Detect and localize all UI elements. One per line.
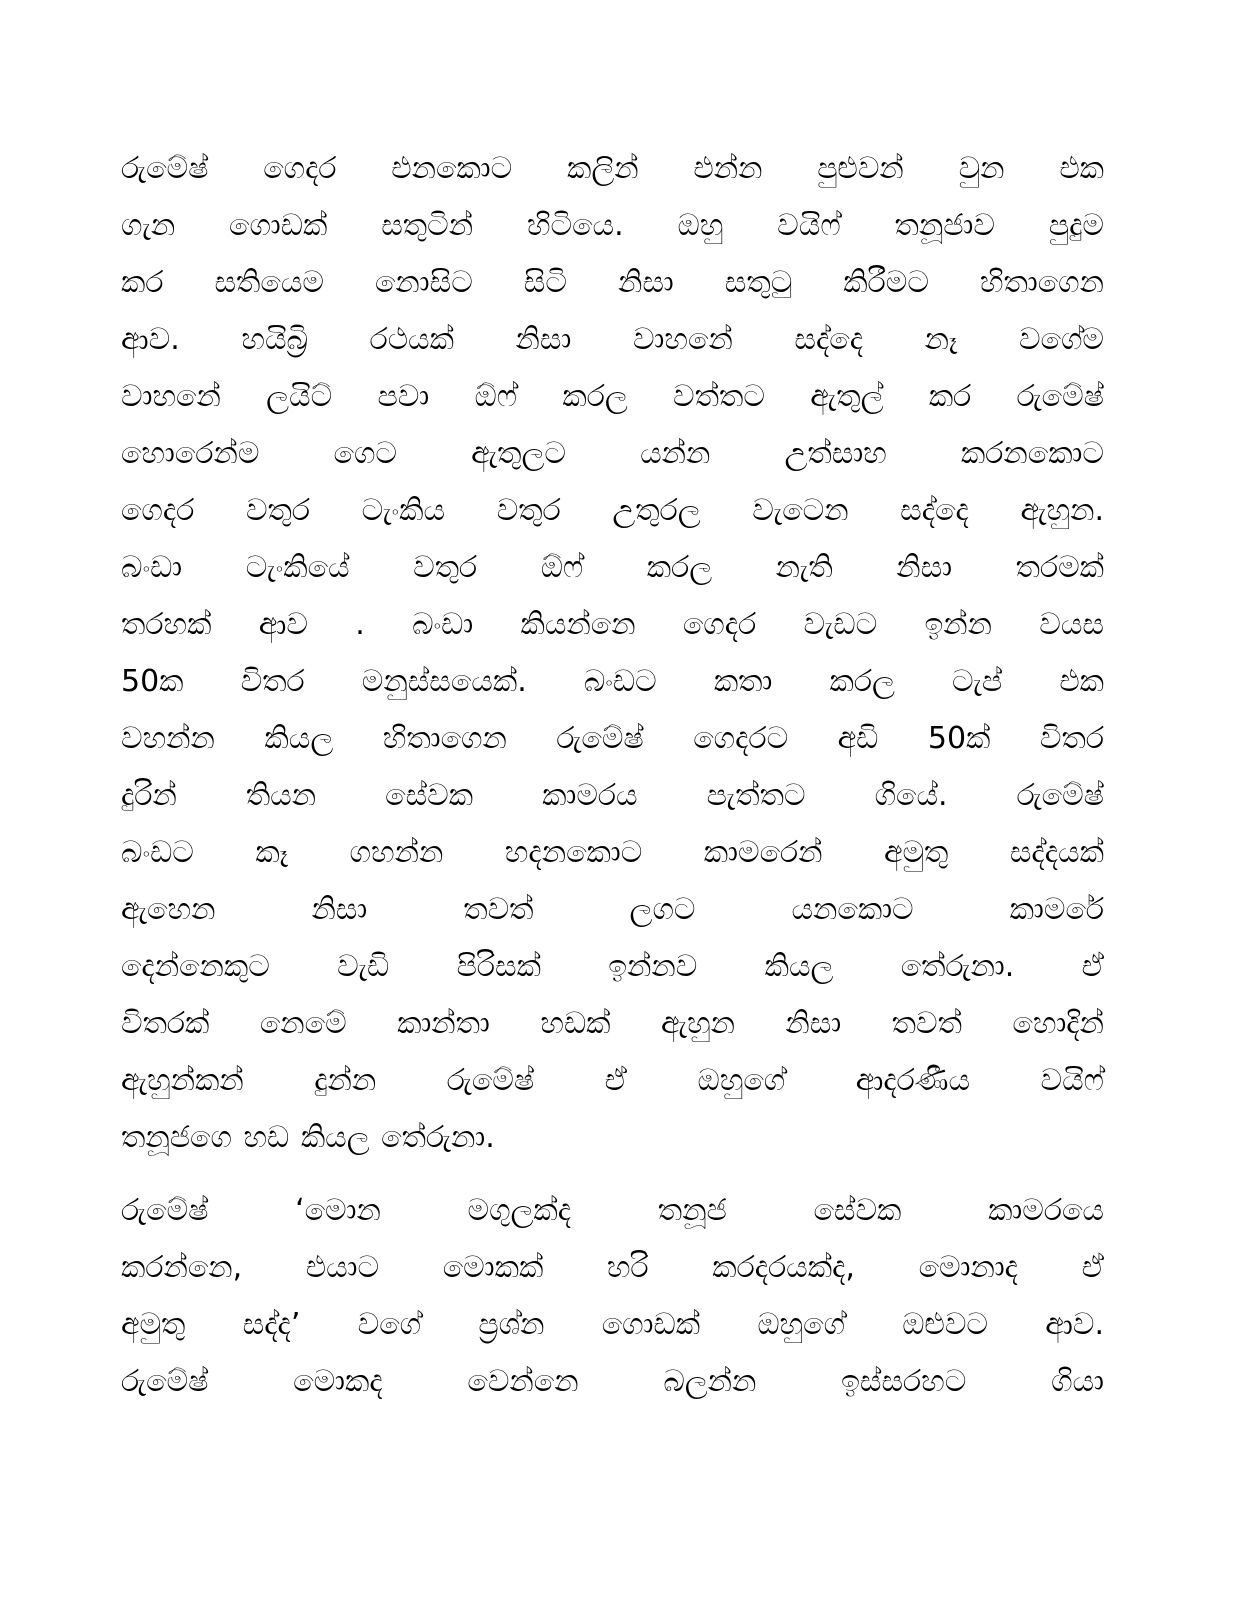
text-line: ගෙදර වතුර ටැංකිය වතුර උතුරල වැටෙන සද්දෙ ඇහුන. — [121, 493, 1104, 528]
text-line: කර සතියෙම නොසිට සිටි නිසා සතුටු කිරීමට හිතාගෙන — [121, 265, 1104, 300]
text-line: බංඩට කෑ ගහන්න හදනකොට කාමරෙන් අමුතු සද්දයක් — [121, 835, 1104, 870]
text-content — [121, 140, 1104, 1410]
text-line: රුමේෂ් ගෙදර එනකොට කලින් එන්න පුළුවන් වුන එක — [121, 151, 1104, 186]
text-line: තනූජගෙ හඩ කියල තේරුනා. — [121, 1120, 495, 1155]
text-line: ආව. හයිබ්‍රි රථයක් නිසා වාහනේ සද්දෙ නෑ වගේම — [121, 322, 1104, 357]
text-line: වහන්න කියල හිතාගෙන රුමේෂ් ගෙදරට අඩි 50ක් විතර — [121, 721, 1104, 756]
text-line: රුමේෂ් මොකද වෙන්නෙ බලන්න ඉස්සරහට ගියා — [121, 1364, 1104, 1399]
paragraph — [121, 1182, 1104, 1410]
text-line: ගැන ගොඩක් සතුටින් හිටියෙ. ඔහු වයිෆ් තනූජාව පුදුම — [121, 208, 1104, 243]
text-line: අමුතු සද්ද’ වගේ ප්‍රශ්න ගොඩක් ඔහුගේ ඔළුවට ආව. — [121, 1307, 1104, 1342]
paragraph — [121, 140, 1104, 1166]
text-line: තරහක් ආව . බංඩා කියන්නෙ ගෙදර වැඩට ඉන්න වයස — [121, 607, 1104, 642]
text-line: ඇහෙන නිසා තවත් ලගට යනකොට කාමරේ — [121, 892, 1104, 927]
text-line: බංඩා ටැංකියේ වතුර ඕෆ් කරල නැති නිසා තරමක් — [121, 550, 1104, 585]
text-line: දෙන්නෙකුට වැඩි පිරිසක් ඉන්නව කියල තේරුනා. ඒ — [121, 949, 1104, 984]
text-line: රුමේෂ් ‘මොන මගුලක්ද තනූජ සේවක කාමරයෙ — [121, 1193, 1104, 1228]
text-line: විතරක් නෙමේ කාන්තා හඩක් ඇහුන නිසා තවත් හොදින් — [121, 1006, 1104, 1041]
text-line: ඇහුන්කන් දුන්න රුමේෂ් ඒ ඔහුගේ ආදරණීය වයිෆ් — [121, 1063, 1104, 1098]
text-line: දුරින් තියන සේවක කාමරය පැත්තට ගියේ. රුමේෂ් — [121, 778, 1104, 813]
text-line: 50ක විතර මනුස්සයෙක්. බංඩට කතා කරල ටැප් එක — [121, 664, 1104, 699]
text-line: හොරෙන්ම ගෙට ඇතුලට යන්න උත්සාහ කරනකොට — [121, 436, 1104, 471]
text-line: වාහනේ ලයිට් පවා ඕෆ් කරල වත්තට ඇතුල් කර රුමේෂ් — [121, 379, 1104, 414]
text-line: කරන්නෙ, එයාට මොකක් හරි කරදරයක්ද, මොනාද ඒ — [121, 1250, 1104, 1285]
